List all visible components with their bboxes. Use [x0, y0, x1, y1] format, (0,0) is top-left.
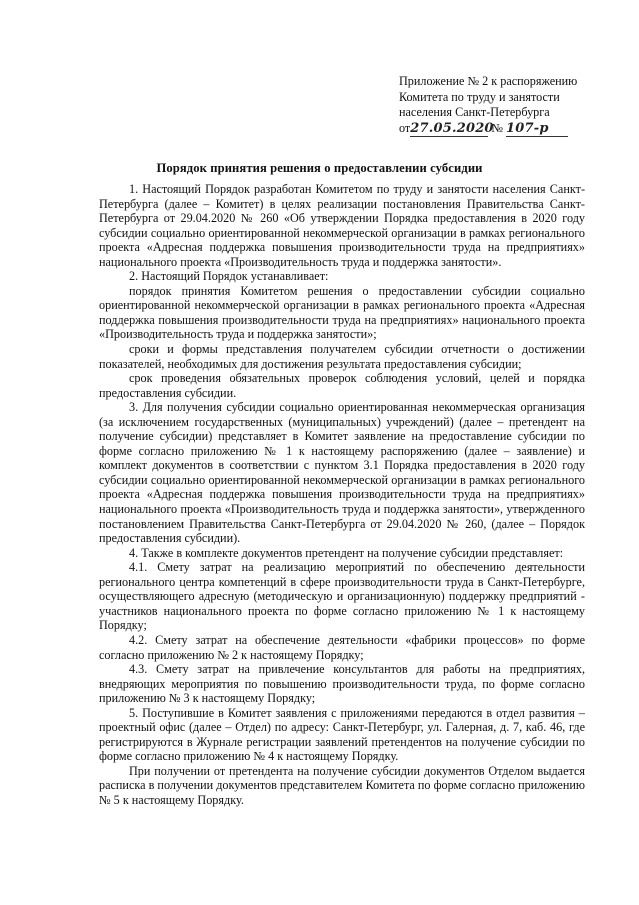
number-field [506, 121, 568, 138]
appendix-date-number-row [399, 121, 619, 138]
document-body [99, 182, 585, 808]
document-title: Порядок принятия решения о предоставлении субсидии [156, 161, 483, 175]
paragraph-2-item-2: сроки и формы представления получателем субсидии отчетности о достижении показателей, необходимых для достижения результата предоставления субсидии; [99, 342, 585, 371]
paragraph-3: 3. Для получения субсидии социально ориентированная некоммерческая организация (за исключением государственных (муниципальных) учреждений) (далее – претендент на получение субсидии) представляет в Комитет заявление на предоставление субсидии по форме согласно приложению № 1 к настоящему распоряжению (далее – заявление) и комплект документов в соответствии с пунктом 3.1 Порядка предоставления в 2020 году субсидии социально ориентированной некоммерческой организации в рамках регионального проекта «Адресная поддержка повышения производительности труда на предприятиях» национального проекта «Производительность труда и поддержка занятости», утвержденного постановлением Правительства Санкт-Петербурга от 29.04.2020 № 260, (далее – Порядок предоставления субсидии). [99, 400, 585, 546]
paragraph-2-item-3: срок проведения обязательных проверок соблюдения условий, целей и порядка предоставления субсидии. [99, 371, 585, 400]
paragraph-5-note: При получении от претендента на получение субсидии документов Отделом выдается расписка в получении документов представителем Комитета по форме согласно приложению № 5 к настоящему Порядку. [99, 763, 585, 807]
handwritten-date: 27.05.2020 [410, 120, 494, 136]
appendix-header [399, 74, 619, 138]
paragraph-2: 2. Настоящий Порядок устанавливает: [129, 269, 329, 284]
appendix-line-3: населения Санкт-Петербурга [399, 105, 550, 120]
paragraph-4-1: 4.1. Смету затрат на реализацию мероприятий по обеспечению деятельности регионального центра компетенций в сфере производительности труда в Санкт-Петербурге, осуществляющего адресную (методическую и организационную) поддержку предприятий - участников национального проекта по форме согласно приложению № 1 к настоящему Порядку; [99, 560, 585, 633]
paragraph-2-item-1: порядок принятия Комитетом решения о предоставлении субсидии социально ориентированной некоммерческой организации в рамках регионального проекта «Адресная поддержка повышения производительности труда на предприятиях» национального проекта «Производительность труда и поддержка занятости»; [99, 283, 585, 342]
paragraph-1: 1. Настоящий Порядок разработан Комитетом по труду и занятости населения Санкт-Петербурга (далее – Комитет) в целях реализации постановления Правительства Санкт-Петербурга от 29.04.2020 № 260 «Об утверждении Порядка предоставления в 2020 году субсидии социально ориентированной некоммерческой организации в рамках регионального проекта «Адресная поддержка повышения производительности труда на предприятиях» национального проекта «Производительность труда и поддержка занятости». [99, 182, 585, 269]
appendix-line-2: Комитета по труду и занятости [399, 89, 560, 104]
paragraph-4-3: 4.3. Смету затрат на привлечение консультантов для работы на предприятиях, внедряющих мероприятия по повышению производительности труда, по форме согласно приложению № 3 к настоящему Порядку; [99, 662, 585, 706]
paragraph-5: 5. Поступившие в Комитет заявления с приложениями передаются в отдел развития – проектный офис (далее – Отдел) по адресу: Санкт-Петербург, ул. Галерная, д. 7, каб. 46, где регистрируются в Журнале регистрации заявлений претендентов на получение субсидии по форме согласно приложению № 4 к настоящему Порядку. [99, 705, 585, 764]
date-field [410, 120, 494, 138]
paragraph-4: 4. Также в комплекте документов претендент на получение субсидии представляет: [129, 545, 564, 560]
from-prefix: от [399, 120, 411, 135]
handwritten-number: 107-р [506, 120, 549, 136]
appendix-line-1: Приложение № 2 к распоряжению [399, 74, 578, 88]
paragraph-4-2: 4.2. Смету затрат на обеспечение деятельности «фабрики процессов» по форме согласно приложению № 2 к настоящему Порядку; [99, 632, 585, 662]
number-label: № [491, 120, 503, 135]
